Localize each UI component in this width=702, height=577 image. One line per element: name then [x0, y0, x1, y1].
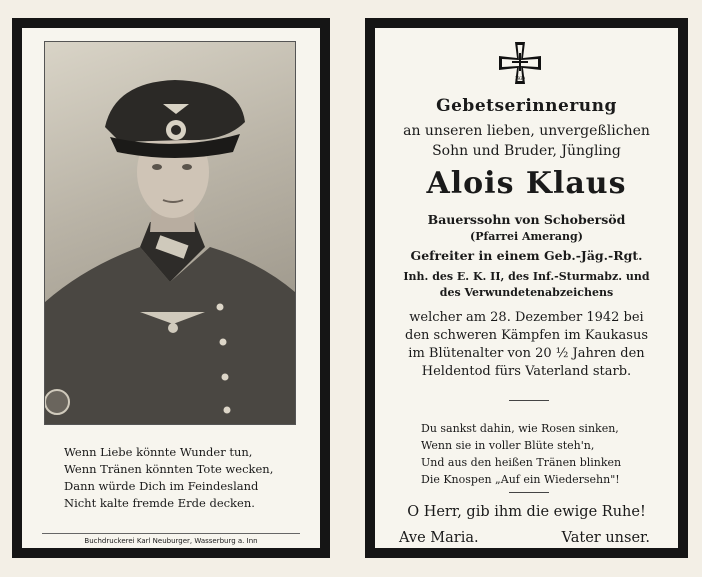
- left-poem: [64, 444, 273, 512]
- poem-line: Die Knospen „Auf ein Wiedersehn"!: [421, 473, 620, 486]
- rank: Gefreiter in einem Geb.-Jäg.-Rgt.: [410, 248, 643, 263]
- death-line: welcher am 28. Dezember 1942 bei: [409, 310, 644, 325]
- death-line: Heldentod fürs Vaterland starb.: [421, 364, 632, 379]
- prayer: O Herr, gib ihm die ewige Ruhe!: [407, 504, 646, 520]
- death-line: im Blütenalter von 20 ½ Jahren den: [408, 346, 645, 361]
- poem-line: Wenn Liebe könnte Wunder tun,: [64, 445, 253, 459]
- poem-line: Wenn Tränen könnten Tote wecken,: [64, 462, 274, 476]
- printer-imprint: Buchdruckerei Karl Neuburger, Wasserburg a. Inn: [42, 533, 300, 545]
- divider: [509, 492, 549, 493]
- closing-ave-maria: Ave Maria.: [399, 530, 479, 546]
- soldier-portrait-photo: [44, 41, 296, 425]
- closing-vater-unser: Vater unser.: [561, 530, 650, 546]
- divider: [509, 400, 549, 401]
- cross-year: 1939: [514, 76, 526, 81]
- soldier-portrait-illustration: [45, 42, 295, 424]
- heading: Gebetserinnerung: [436, 96, 617, 116]
- right-card: [375, 28, 678, 548]
- intro-line-1: an unseren lieben, unvergeßlichen: [403, 123, 650, 139]
- poem-line: Und aus den heißen Tränen blinken: [421, 456, 622, 469]
- right-card-border: [365, 18, 688, 558]
- poem-line: Nicht kalte fremde Erde decken.: [64, 496, 255, 510]
- intro-line-2: Sohn und Bruder, Jüngling: [432, 143, 621, 159]
- decorations-line-1: Inh. des E. K. II, des Inf.-Sturmabz. und: [403, 270, 650, 283]
- left-card-border: [12, 18, 330, 558]
- poem-line: Dann würde Dich im Feindesland: [64, 479, 259, 493]
- parish: (Pfarrei Amerang): [470, 230, 583, 243]
- deceased-name: Alois Klaus: [426, 166, 627, 201]
- left-card: [22, 28, 320, 548]
- origin: Bauerssohn von Schobersöd: [427, 212, 626, 227]
- right-poem: [421, 420, 621, 488]
- poem-line: Du sankst dahin, wie Rosen sinken,: [421, 422, 619, 435]
- poem-line: Wenn sie in voller Blüte steh'n,: [421, 439, 595, 452]
- decorations-line-2: des Verwundetenabzeichens: [439, 286, 614, 299]
- iron-cross-icon: [497, 40, 543, 86]
- death-line: den schweren Kämpfen im Kaukasus: [405, 328, 648, 343]
